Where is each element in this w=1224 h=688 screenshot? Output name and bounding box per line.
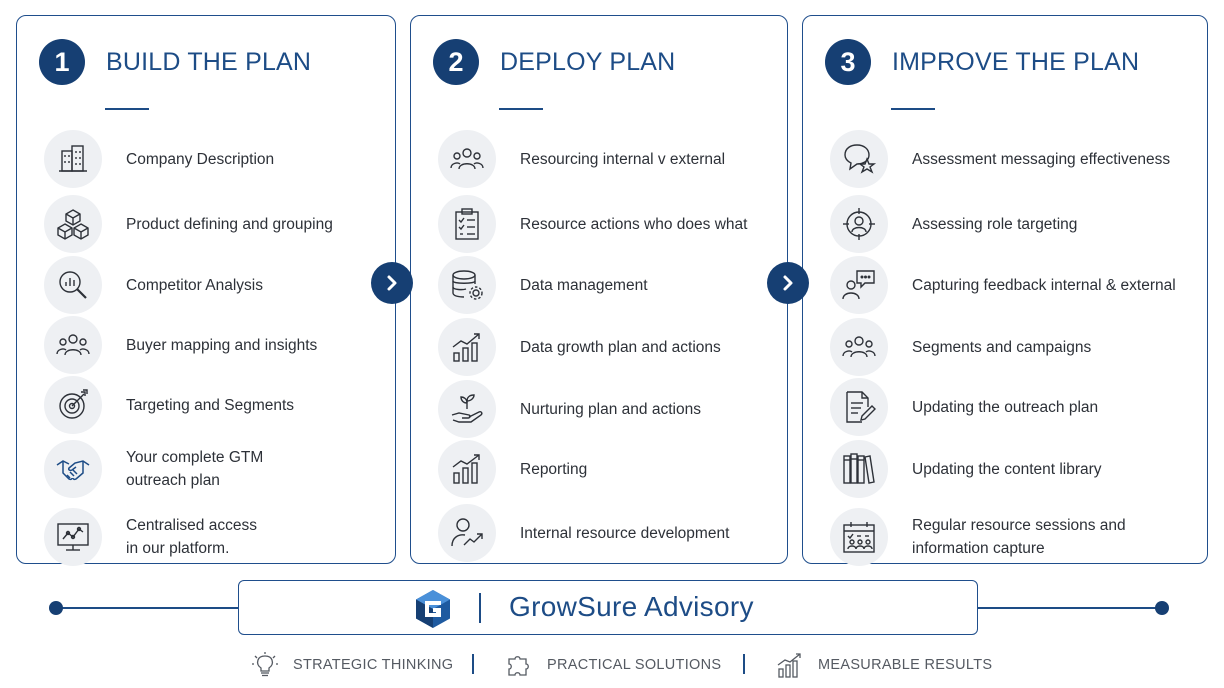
brand-dot-left <box>49 601 63 615</box>
clipboard-checklist-icon <box>438 195 496 253</box>
step-number-badge: 2 <box>433 39 479 85</box>
magnifier-chart-icon <box>44 256 102 314</box>
list-item <box>438 504 729 562</box>
books-icon <box>830 440 888 498</box>
footer-item <box>251 650 453 680</box>
title-underline <box>891 108 935 110</box>
item-label: Company Description <box>126 150 275 168</box>
footer-item <box>505 650 721 680</box>
item-label: Product defining and grouping <box>126 215 333 233</box>
people-group-icon <box>438 130 496 188</box>
item-label: Centralised access in our platform. <box>126 517 257 557</box>
lightbulb-icon <box>251 651 279 679</box>
card-title: IMPROVE THE PLAN <box>892 47 1140 76</box>
item-label: Targeting and Segments <box>126 396 295 414</box>
item-label: Data growth plan and actions <box>520 338 721 356</box>
item-label: Resource actions who does what <box>520 215 748 233</box>
growth-chart-icon <box>438 318 496 376</box>
list-item <box>44 376 294 434</box>
step-number-badge: 3 <box>825 39 871 85</box>
list-item <box>44 130 274 188</box>
target-icon <box>44 376 102 434</box>
feedback-icon <box>830 256 888 314</box>
item-label: Data management <box>520 276 648 294</box>
list-item <box>438 130 725 188</box>
list-item <box>830 195 1077 253</box>
item-label: Updating the outreach plan <box>912 398 1099 416</box>
card-title: DEPLOY PLAN <box>500 47 676 76</box>
next-arrow-1 <box>371 262 413 304</box>
list-item <box>830 508 1126 566</box>
item-label: Buyer mapping and insights <box>126 336 318 354</box>
list-item <box>830 256 1176 314</box>
card-title: BUILD THE PLAN <box>106 47 312 76</box>
list-item <box>830 318 1091 376</box>
person-growth-icon <box>438 504 496 562</box>
item-label: Regular resource sessions and information capture <box>912 517 1126 557</box>
chevron-right-icon <box>382 273 402 293</box>
speech-star-icon <box>830 130 888 188</box>
list-item <box>438 318 721 376</box>
item-label: Segments and campaigns <box>912 338 1092 356</box>
growth-chart-icon <box>438 440 496 498</box>
card-header <box>433 36 675 88</box>
brand-line-left <box>56 607 238 609</box>
bar-growth-icon <box>776 651 804 679</box>
handshake-icon <box>44 440 102 498</box>
hand-sprout-icon <box>438 380 496 438</box>
item-label: Competitor Analysis <box>126 276 263 294</box>
card-deploy-plan <box>410 15 788 564</box>
footer-label: STRATEGIC THINKING <box>293 657 454 673</box>
list-item <box>44 440 263 498</box>
item-label: Assessment messaging effectiveness <box>912 150 1171 168</box>
footer-separator <box>472 654 474 674</box>
list-item <box>830 130 1170 188</box>
list-item <box>830 378 1098 436</box>
building-icon <box>44 130 102 188</box>
brand-dot-right <box>1155 601 1169 615</box>
list-item <box>438 440 587 498</box>
list-item <box>438 380 701 438</box>
people-group-icon <box>830 318 888 376</box>
footer-item <box>776 650 992 680</box>
card-header <box>825 36 1139 88</box>
footer-label: MEASURABLE RESULTS <box>818 657 993 673</box>
brand-line-right <box>978 607 1162 609</box>
people-group-icon <box>44 316 102 374</box>
title-underline <box>499 108 543 110</box>
item-label: Updating the content library <box>912 460 1102 478</box>
brand-bar <box>238 580 978 635</box>
item-label: Internal resource development <box>520 524 730 542</box>
item-label: Capturing feedback internal & external <box>912 276 1176 294</box>
monitor-chart-icon <box>44 508 102 566</box>
list-item <box>438 195 747 253</box>
list-item <box>44 195 333 253</box>
card-header <box>39 36 311 88</box>
item-label: Reporting <box>520 460 588 478</box>
list-item <box>438 256 648 314</box>
calendar-people-icon <box>830 508 888 566</box>
title-underline <box>105 108 149 110</box>
growsure-g-logo <box>414 589 452 629</box>
card-improve-the-plan <box>802 15 1208 564</box>
list-item <box>44 508 257 566</box>
list-item <box>44 316 317 374</box>
chevron-right-icon <box>778 273 798 293</box>
cubes-icon <box>44 195 102 253</box>
document-pen-icon <box>830 378 888 436</box>
step-number-badge: 1 <box>39 39 85 85</box>
footer-label: PRACTICAL SOLUTIONS <box>547 657 722 673</box>
brand-name: GrowSure Advisory <box>509 591 754 622</box>
item-label: Nurturing plan and actions <box>520 400 701 418</box>
item-label: Resourcing internal v external <box>520 150 726 168</box>
item-label: Assessing role targeting <box>912 215 1078 233</box>
crosshair-person-icon <box>830 195 888 253</box>
next-arrow-2 <box>767 262 809 304</box>
card-build-the-plan <box>16 15 396 564</box>
brand-separator <box>479 593 481 623</box>
footer-separator <box>743 654 745 674</box>
list-item <box>830 440 1102 498</box>
database-gear-icon <box>438 256 496 314</box>
list-item <box>44 256 263 314</box>
item-label: Your complete GTM outreach plan <box>126 449 264 489</box>
puzzle-icon <box>505 651 533 679</box>
